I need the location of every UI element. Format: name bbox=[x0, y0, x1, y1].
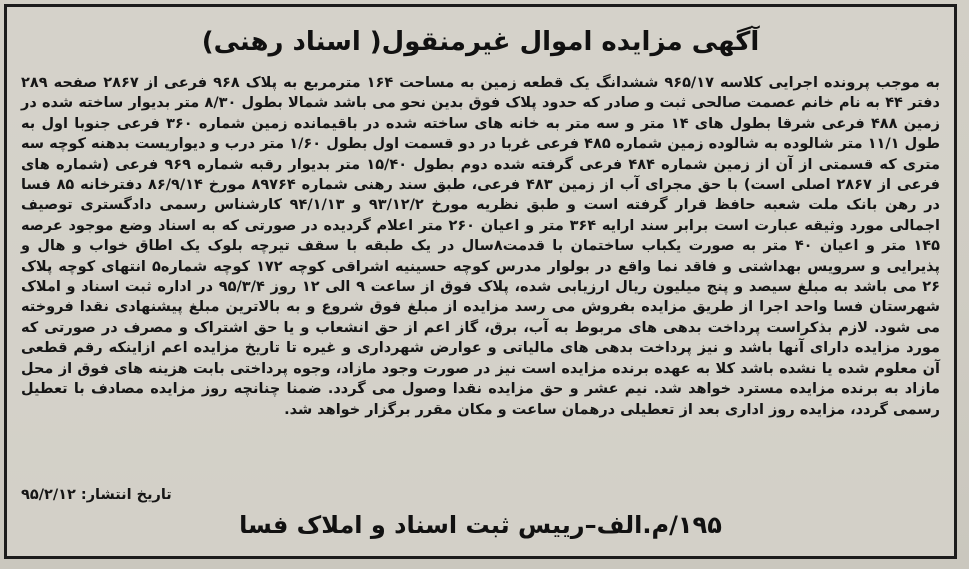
notice-title: آگهی مزایده اموال غیرمنقول( اسناد رهنی) bbox=[201, 27, 760, 57]
notice-signature: ۱۹۵/م.الف–رییس ثبت اسناد و املاک فسا bbox=[239, 511, 722, 539]
notice-frame bbox=[4, 4, 957, 559]
notice-body: به موجب پرونده اجرایی کلاسه ۹۶۵/۱۷ ششدانگ یک قطعه زمین به مساحت ۱۶۴ مترمربع به پلاک ۹۶۸ فرعی از ۲۸۶۷ صفحه ۲۸۹ دفتر ۴۴ به نام خانم عصمت صالحی ثبت و صادر که حدود پلاک فوق بدین نحو می باشد شمالا بطول ۸/۳۰ متر بدیوار ساخته شده در زمین ۴۸۸ فرعی شرقا بطول های ۱۴ متر و سه متر به خانه های ساخته شده در باقیمانده زمین شماره ۳۶۰ فرعی جنوبا اول به طول ۱۱/۱ متر شالوده به شالوده زمین شماره ۴۸۵ فرعی غربا در دو قسمت اول بطول ۱/۶۰ متر درب و دیواریست بدهنه کوچه سه متری که قسمتی از آن از زمین شماره ۴۸۴ فرعی گرفته شده دوم بطول ۱۵/۴۰ متر بدیوار رقبه شماره ۹۶۹ فرعی (شماره های فرعی از ۲۸۶۷ اصلی است) با حق مجرای آب از زمین ۴۸۳ فرعی، طبق سند رهنی شماره ۸۹۷۶۴ مورخ ۸۶/۹/۱۴ دفترخانه ۸۵ فسا در رهن بانک ملت شعبه حافظ قرار گرفته است و طبق نظریه مورخ ۹۳/۱۲/۲ و ۹۴/۱/۱۳ کارشناس رسمی دادگستری توصیف اجمالی مورد وثیقه عبارت است برابر سند ارایه ۳۶۴ متر و اعیان ۲۶۰ متر اعلام گردیده در صورتی که به اسناد وضع موجود عرصه ۱۴۵ متر و اعیان ۴۰ متر به صورت یکباب ساختمان با قدمت۸سال در یک طبقه با سقف تیرچه بلوک یک اطاق خواب و هال و پذیرایی و سرویس بهداشتی و فاقد نما واقع در بولوار مدرس کوچه حسینیه اشراقی کوچه ۱۷۲ کوچه شماره۵ انتهای کوچه پلاک ۲۶ می باشد به مبلغ سیصد و پنج میلیون ریال ارزیابی شده، پلاک فوق از ساعت ۹ الی ۱۲ روز ۹۵/۳/۴ در اداره ثبت اسناد و املاک شهرستان فسا واحد اجرا از طریق مزایده بفروش می رسد مزایده از مبلغ فوق شروع و به بالاترین مبلغ پیشنهادی نقدا فروخته می شود. لازم بذکراست پرداخت بدهی های مربوط به آب، برق، گاز اعم از حق انشعاب و یا حق اشتراک و مصرف در صورتی که مورد مزایده دارای آنها باشد و نیز پرداخت بدهی های مالیاتی و عوارض شهرداری و غیره تا تاریخ مزایده اعم ازاینکه رقم قطعی آن معلوم شده یا نشده باشد کلا به عهده برنده مزایده است نیز در صورت وجود مازاد، وجوه پرداختی بابت هزینه های فوق از محل مازاد به برنده مزایده مسترد خواهد شد. نیم عشر و حق مزایده نقدا وصول می گردد. ضمنا چنانچه روز مزایده مصادف با تعطیل رسمی گردد، مزایده روز اداری بعد از تعطیلی درهمان ساعت و مکان مقرر برگزار خواهد شد. bbox=[21, 75, 941, 418]
publication-date: تاریخ انتشار: ۹۵/۲/۱۲ bbox=[21, 487, 172, 503]
